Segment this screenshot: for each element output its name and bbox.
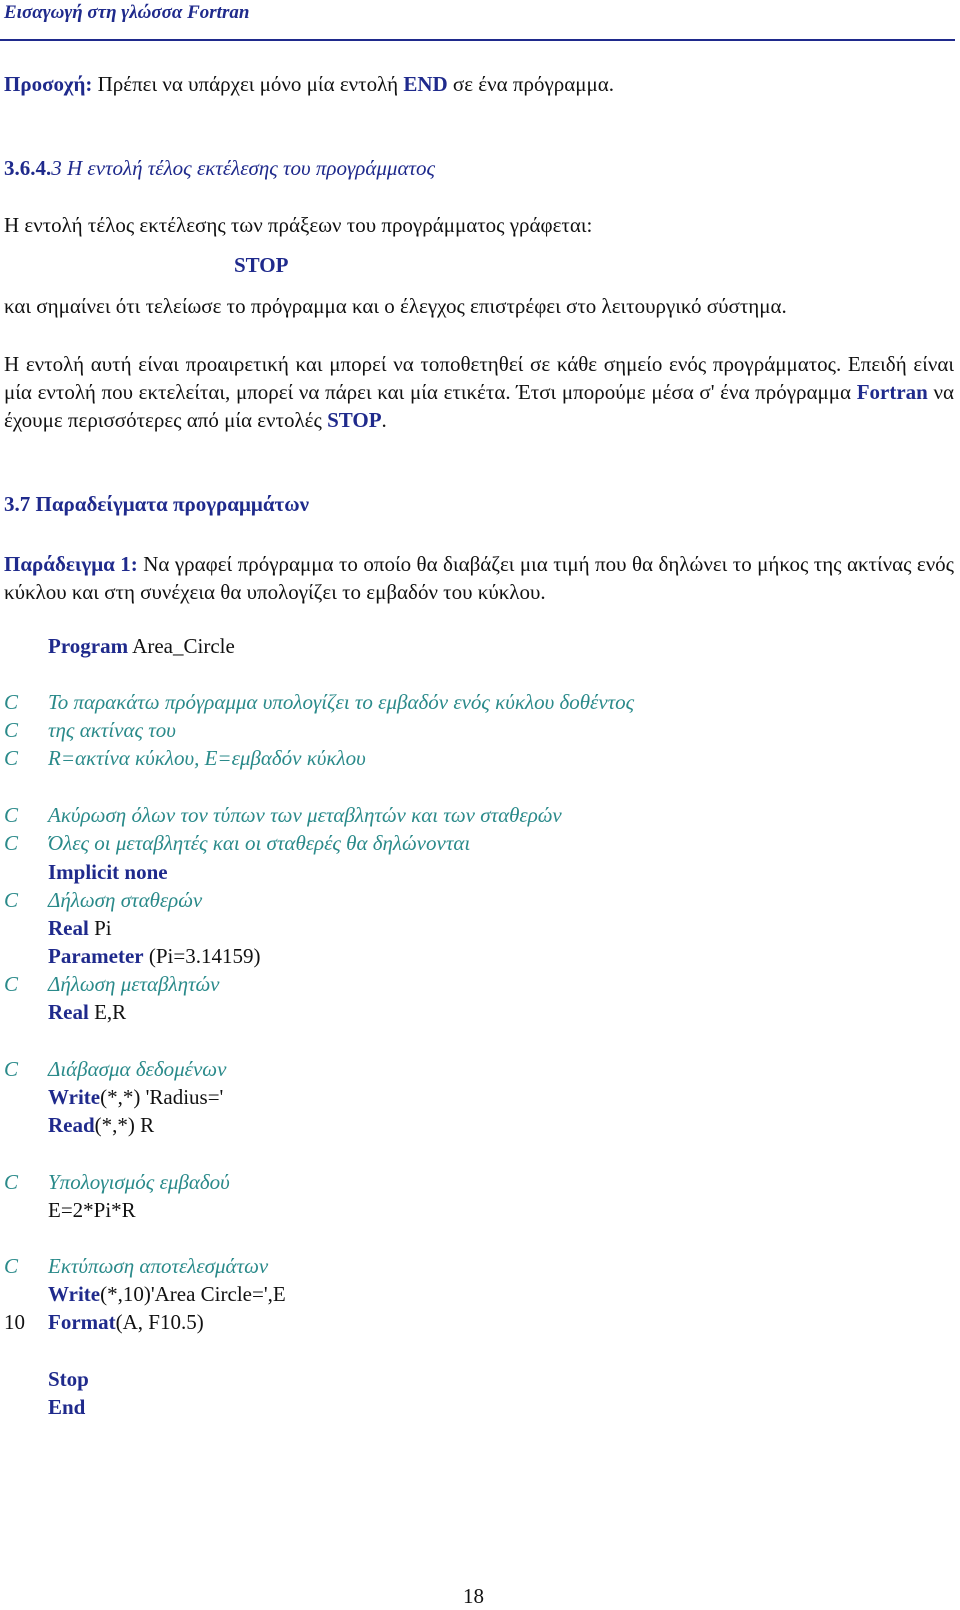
write-keyword: Write bbox=[48, 1282, 101, 1306]
code-comment: Εκτύπωση αποτελεσμάτων bbox=[48, 1254, 269, 1278]
section-364-heading bbox=[4, 156, 435, 181]
code-end: End bbox=[48, 1395, 86, 1419]
code-write-area bbox=[48, 1282, 286, 1307]
read-keyword: Read bbox=[48, 1113, 95, 1137]
code-parameter bbox=[48, 944, 260, 969]
code-real-er bbox=[48, 1000, 126, 1025]
note-keyword: END bbox=[403, 72, 448, 96]
real-keyword: Real bbox=[48, 1000, 89, 1024]
real-er-args: E,R bbox=[88, 1000, 127, 1024]
program-keyword: Program bbox=[48, 634, 129, 658]
code-assignment: E=2*Pi*R bbox=[48, 1198, 136, 1222]
code-comment: Όλες οι μεταβλητές και οι σταθερές θα δηλώνονται bbox=[48, 831, 471, 855]
write-radius-args: (*,*) 'Radius=' bbox=[100, 1085, 224, 1109]
code-program-line bbox=[48, 634, 235, 659]
running-header: Εισαγωγή στη γλώσσα Fortran bbox=[4, 2, 250, 23]
parameter-args: (Pi=3.14159) bbox=[143, 944, 261, 968]
comment-marker: C bbox=[4, 690, 19, 714]
code-implicit-none: Implicit none bbox=[48, 860, 168, 884]
code-comment: Δήλωση μεταβλητών bbox=[48, 972, 220, 996]
read-args: (*,*) R bbox=[94, 1113, 155, 1137]
code-format bbox=[48, 1310, 204, 1335]
real-keyword: Real bbox=[48, 916, 89, 940]
format-keyword: Format bbox=[48, 1310, 116, 1334]
stop-statement: STOP bbox=[234, 253, 289, 277]
comment-marker: C bbox=[4, 1057, 19, 1081]
note-line bbox=[4, 72, 614, 97]
code-real-pi bbox=[48, 916, 112, 941]
parameter-keyword: Parameter bbox=[48, 944, 144, 968]
write-area-args: (*,10)'Area Circle=',E bbox=[100, 1282, 286, 1306]
note-label: Προσοχή: bbox=[4, 72, 93, 96]
comment-marker: C bbox=[4, 1170, 19, 1194]
page-number: 18 bbox=[463, 1584, 484, 1608]
code-comment: Το παρακάτω πρόγραμμα υπολογίζει το εμβαδόν ενός κύκλου δοθέντος bbox=[48, 690, 635, 714]
section-364-title: 3 Η εντολή τέλος εκτέλεσης του προγράμματος bbox=[51, 156, 436, 180]
paragraph-fortran: Fortran bbox=[856, 380, 928, 404]
paragraph-stop: STOP bbox=[327, 408, 382, 432]
comment-marker: C bbox=[4, 831, 19, 855]
code-write-radius bbox=[48, 1085, 223, 1110]
program-name: Area_Circle bbox=[128, 634, 235, 658]
comment-marker: C bbox=[4, 746, 19, 770]
real-pi-args: Pi bbox=[88, 916, 112, 940]
code-comment: R=ακτίνα κύκλου, E=εμβαδόν κύκλου bbox=[48, 746, 366, 770]
comment-marker: C bbox=[4, 803, 19, 827]
code-comment: Διάβασμα δεδομένων bbox=[48, 1057, 227, 1081]
section-364-intro: Η εντολή τέλος εκτέλεσης των πράξεων του προγράμματος γράφεται: bbox=[4, 213, 593, 237]
code-comment: Δήλωση σταθερών bbox=[48, 888, 203, 912]
code-stop: Stop bbox=[48, 1367, 89, 1391]
note-text-before: Πρέπει να υπάρχει μόνο μία εντολή bbox=[92, 72, 404, 96]
section-364-explanation: και σημαίνει ότι τελείωσε το πρόγραμμα και ο έλεγχος επιστρέφει στο λειτουργικό σύστημα. bbox=[4, 294, 787, 318]
paragraph-end: . bbox=[381, 408, 387, 432]
code-comment: Ακύρωση όλων τον τύπων των μεταβλητών και των σταθερών bbox=[48, 803, 562, 827]
comment-marker: C bbox=[4, 718, 19, 742]
write-keyword: Write bbox=[48, 1085, 101, 1109]
header-rule bbox=[0, 39, 955, 41]
format-label: 10 bbox=[4, 1310, 25, 1334]
example-paragraph bbox=[4, 550, 954, 606]
paragraph-part2: να έχουμε περισσότερες από μία εντολές bbox=[4, 380, 955, 432]
code-read bbox=[48, 1113, 154, 1138]
note-text-after: σε ένα πρόγραμμα. bbox=[447, 72, 614, 96]
section-37-heading: 3.7 Παραδείγματα προγραμμάτων bbox=[4, 492, 309, 516]
code-comment: Υπολογισμός εμβαδού bbox=[48, 1170, 230, 1194]
comment-marker: C bbox=[4, 972, 19, 996]
section-364-number: 3.6.4. bbox=[4, 156, 52, 180]
example-label: Παράδειγμα 1: bbox=[4, 552, 138, 576]
paragraph-part1: Η εντολή αυτή είναι προαιρετική και μπορεί να τοποθετηθεί σε κάθε σημείο ενός προγράμματος. Επειδή είναι μία εντολή που εκτελείται, μπορεί να πάρει και μία ετικέτα. Έτσι μπορούμε μέσα σ' ένα πρόγραμμα bbox=[4, 352, 954, 404]
code-comment: της ακτίνας του bbox=[48, 718, 176, 742]
section-364-paragraph bbox=[4, 350, 954, 434]
comment-marker: C bbox=[4, 1254, 19, 1278]
format-args: (A, F10.5) bbox=[115, 1310, 204, 1334]
comment-marker: C bbox=[4, 888, 19, 912]
example-text: Να γραφεί πρόγραμμα το οποίο θα διαβάζει μια τιμή που θα δηλώνει το μήκος της ακτίνας ενός κύκλου και στη συνέχεια θα υπολογίζει το εμβαδόν του κύκλου. bbox=[4, 552, 955, 604]
